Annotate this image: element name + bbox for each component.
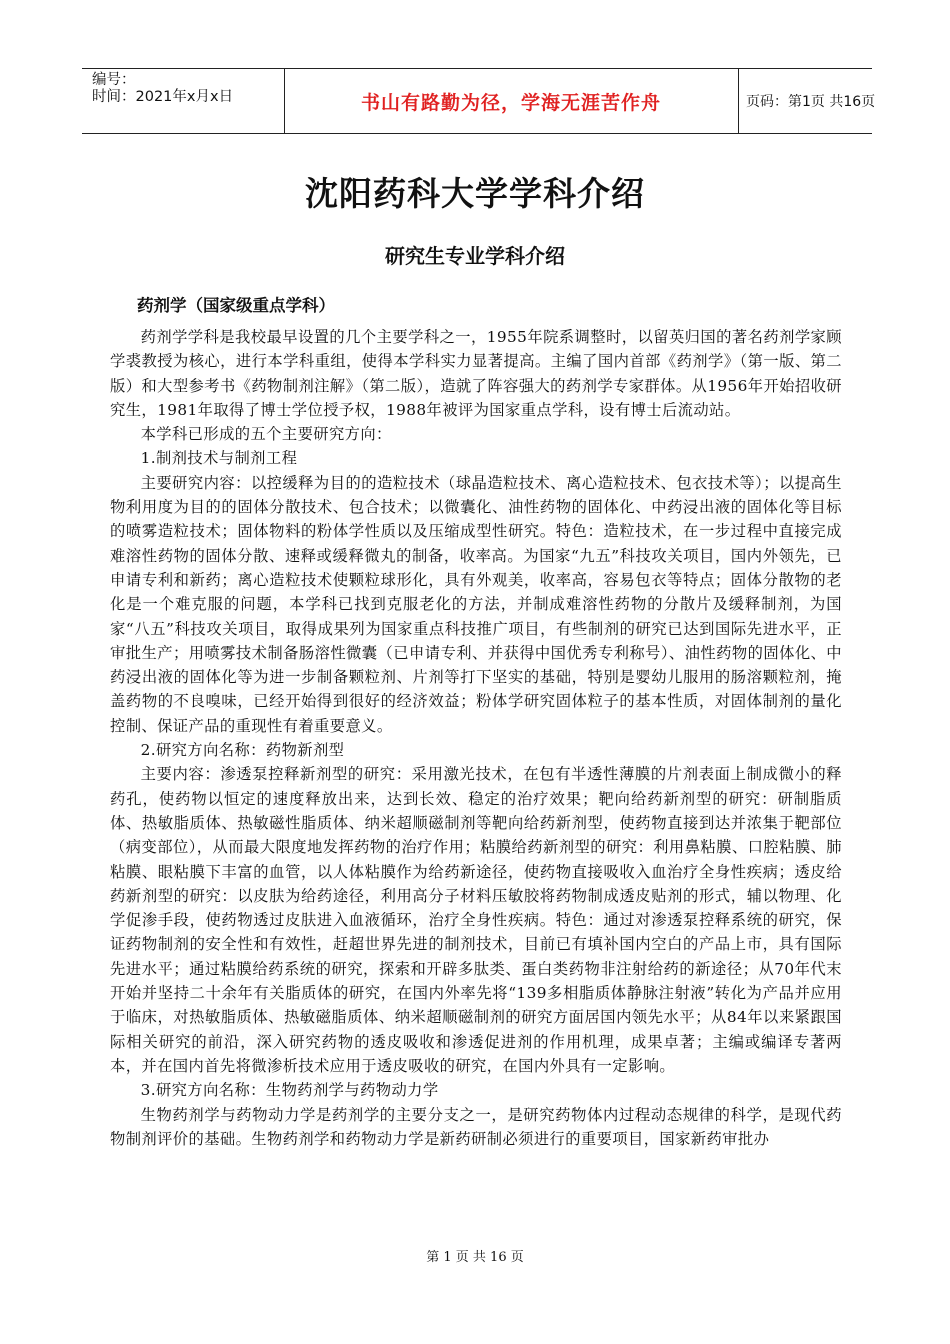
section-heading: 药剂学（国家级重点学科） (137, 296, 335, 315)
body-text (110, 325, 842, 1151)
direction-2-content: 主要内容：渗透泵控释新剂型的研究：采用激光技术，在包有半透性薄膜的片剂表面上制成微小的释药孔，使药物以恒定的速度释放出来，达到长效、稳定的治疗效果；靶向给药新剂型的研究：研制脂质体、热敏脂质体、热敏磁性脂质体、纳米超顺磁制剂等靶向给药新剂型，使药物直接到达并浓集于靶部位（病变部位），从而最大限度地发挥药物的治疗作用；粘膜给药新剂型的研究：利用鼻粘膜、口腔粘膜、肺粘膜、眼粘膜下丰富的血管，以人体粘膜作为给药新途径，使药物直接吸收入血治疗全身性疾病；透皮给药新剂型的研究：以皮肤为给药途径，利用高分子材料压敏胶将药物制成透皮贴剂的形式，辅以物理、化学促渗手段，使药物透过皮肤进入血液循环，治疗全身性疾病。特色：通过对渗透泵控释系统的研究，保证药物制剂的安全性和有效性，赶超世界先进的制剂技术，目前已有填补国内空白的产品上市，具有国际先进水平；通过粘膜给药系统的研究，探索和开辟多肽类、蛋白类药物非注射给药的新途径；从70年代末开始并坚持二十余年有关脂质体的研究，在国内外率先将“139多相脂质体静脉注射液”转化为产品并应用于临床，对热敏脂质体、热敏磁脂质体、纳米超顺磁制剂的研究方面居国内领先水平；从84年以来紧跟国际相关研究的前沿，深入研究药物的透皮吸收和渗透促进剂的作用机理，成果卓著；主编或编译专著两本，并在国内首先将微渗析技术应用于透皮吸收的研究，在国内外具有一定影响。 (110, 765, 842, 1075)
paragraph-directions-intro: 本学科已形成的五个主要研究方向： (140, 425, 392, 444)
direction-1-heading: 1.制剂技术与制剂工程 (140, 449, 298, 468)
header-page-cell (738, 69, 876, 133)
header-motto-cell (284, 69, 739, 133)
document-number-label: 编号： (92, 72, 136, 88)
direction-1-content: 主要研究内容：以控缓释为目的的造粒技术（球晶造粒技术、离心造粒技术、包衣技术等）；以提高生物利用度为目的的固体分散技术、包合技术；以微囊化、油性药物的固体化、中药浸出液的固体化等目标的喷雾造粒技术；固体物料的粉体学性质以及压缩成型性研究。特色：造粒技术，在一步过程中直接完成难溶性药物的固体分散、速释或缓释微丸的制备，收率高。为国家“九五”科技攻关项目，国内外领先，已申请专利和新药；离心造粒技术使颗粒球形化，具有外观美，收率高，容易包衣等特点；固体分散物的老化是一个难克服的问题，本学科已找到克服老化的方法，并制成难溶性药物的分散片及缓释制剂，为国家“八五”科技攻关项目，取得成果列为国家重点科技推广项目，有些制剂的研究已达到国际先进水平，正审批生产；用喷雾技术制备肠溶性微囊（已申请专利、并获得中国优秀专利称号）、油性药物的固体化、中药浸出液的固体化等为进一步制备颗粒剂、片剂等打下坚实的基础，特别是婴幼儿服用的肠溶颗粒剂，掩盖药物的不良嗅味，已经开始得到很好的经济效益；粉体学研究固体粒子的基本性质，对固体制剂的量化控制、保证产品的重现性有着重要意义。 (110, 473, 842, 735)
direction-2-heading: 2.研究方向名称：药物新剂型 (140, 741, 345, 760)
document-subtitle: 研究生专业学科介绍 (385, 244, 565, 268)
header-info-cell (82, 69, 285, 133)
direction-3-heading: 3.研究方向名称：生物药剂学与药物动力学 (140, 1081, 439, 1100)
direction-3-content: 生物药剂学与药物动力学是药剂学的主要分支之一，是研究药物体内过程动态规律的科学，是现代药物制剂评价的基础。生物药剂学和药物动力学是新药研制必须进行的重要项目，国家新药审批办 (110, 1105, 842, 1148)
header-motto: 书山有路勤为径，学海无涯苦作舟 (360, 91, 661, 114)
document-header (82, 68, 876, 134)
header-page-info: 页码：第1页 共16页 (746, 94, 876, 110)
document-date: 时间：2021年x月x日 (92, 89, 234, 105)
document-title: 沈阳药科大学学科介绍 (305, 174, 645, 213)
page-footer: 第 1 页 共 16 页 (426, 1250, 524, 1265)
paragraph-intro: 药剂学学科是我校最早设置的几个主要学科之一，1955年院系调整时，以留英归国的著名药剂学家顾学裘教授为核心，进行本学科重组，使得本学科实力显著提高。主编了国内首部《药剂学》（第一版、第二版）和大型参考书《药物制剂注解》（第二版），造就了阵容强大的药剂学专家群体。从1956年开始招收研究生，1981年取得了博士学位授予权，1988年被评为国家重点学科，设有博士后流动站。 (110, 328, 842, 419)
